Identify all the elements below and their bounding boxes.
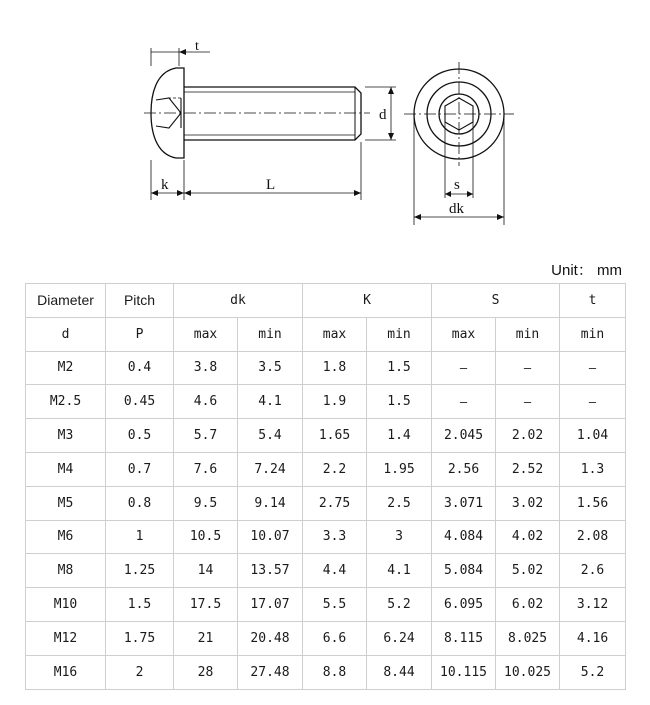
dimension-table — [25, 283, 626, 690]
label-s: s — [454, 177, 460, 193]
header-pitch: Pitch — [106, 284, 174, 318]
table-cell: 2.08 — [560, 520, 626, 554]
table-cell: M10 — [26, 588, 106, 622]
table-cell: 1.9 — [303, 385, 367, 419]
table-cell: 2.5 — [367, 486, 432, 520]
table-cell: – — [496, 385, 560, 419]
table-row — [26, 520, 626, 554]
table-row — [26, 621, 626, 655]
table-cell: 3.5 — [238, 351, 303, 385]
subheader-cell: d — [26, 317, 106, 351]
table-cell: 1 — [106, 520, 174, 554]
table-cell: 2 — [106, 655, 174, 689]
subheader-cell: min — [496, 317, 560, 351]
subheader-cell: min — [238, 317, 303, 351]
header-dk: dk — [174, 284, 303, 318]
table-cell: 10.07 — [238, 520, 303, 554]
table-cell: 2.56 — [432, 452, 496, 486]
table-cell: 2.75 — [303, 486, 367, 520]
table-cell: – — [432, 385, 496, 419]
table-cell: M2 — [26, 351, 106, 385]
table-cell: 10.115 — [432, 655, 496, 689]
table-cell: 0.8 — [106, 486, 174, 520]
table-cell: M5 — [26, 486, 106, 520]
table-cell: 0.45 — [106, 385, 174, 419]
table-row — [26, 385, 626, 419]
table-cell: 1.5 — [106, 588, 174, 622]
table-cell: 14 — [174, 554, 238, 588]
table-cell: 3.12 — [560, 588, 626, 622]
table-cell: 3.02 — [496, 486, 560, 520]
table-cell: – — [496, 351, 560, 385]
table-cell: M4 — [26, 452, 106, 486]
table-row — [26, 655, 626, 689]
table-cell: 0.4 — [106, 351, 174, 385]
header-t: t — [560, 284, 626, 318]
label-dk: dk — [449, 201, 464, 217]
table-cell: 17.07 — [238, 588, 303, 622]
subheader-cell: min — [367, 317, 432, 351]
table-cell: 2.6 — [560, 554, 626, 588]
table-cell: 2.045 — [432, 419, 496, 453]
table-cell: 8.44 — [367, 655, 432, 689]
table-cell: 3.071 — [432, 486, 496, 520]
table-cell: 4.02 — [496, 520, 560, 554]
table-cell: 4.16 — [560, 621, 626, 655]
table-cell: 4.1 — [367, 554, 432, 588]
table-cell: 4.084 — [432, 520, 496, 554]
table-cell: 1.04 — [560, 419, 626, 453]
screw-technical-drawing — [0, 0, 650, 250]
table-cell: 1.65 — [303, 419, 367, 453]
table-cell: 0.7 — [106, 452, 174, 486]
table-cell: M2.5 — [26, 385, 106, 419]
table-cell: 27.48 — [238, 655, 303, 689]
table-cell: 1.95 — [367, 452, 432, 486]
header-s: S — [432, 284, 560, 318]
table-cell: 7.6 — [174, 452, 238, 486]
table-cell: – — [560, 351, 626, 385]
header-diameter: Diameter — [26, 284, 106, 318]
table-row — [26, 452, 626, 486]
table-cell: M8 — [26, 554, 106, 588]
table-cell: – — [560, 385, 626, 419]
subheader-cell: min — [560, 317, 626, 351]
header-row-1 — [26, 284, 626, 318]
header-row-2 — [26, 317, 626, 351]
table-cell: 5.02 — [496, 554, 560, 588]
subheader-cell: max — [432, 317, 496, 351]
table-cell: 1.5 — [367, 351, 432, 385]
table-cell: 0.5 — [106, 419, 174, 453]
table-cell: 1.25 — [106, 554, 174, 588]
table-cell: 10.025 — [496, 655, 560, 689]
table-cell: 8.025 — [496, 621, 560, 655]
table-row — [26, 554, 626, 588]
table-cell: 8.115 — [432, 621, 496, 655]
table-row — [26, 588, 626, 622]
dimension-arrows — [151, 49, 394, 196]
table-cell: 1.75 — [106, 621, 174, 655]
subheader-cell: P — [106, 317, 174, 351]
table-row — [26, 486, 626, 520]
table-cell: 21 — [174, 621, 238, 655]
table-cell: 10.5 — [174, 520, 238, 554]
label-k: k — [161, 177, 169, 193]
table-cell: 1.3 — [560, 452, 626, 486]
header-k: K — [303, 284, 432, 318]
table-cell: 3 — [367, 520, 432, 554]
table-cell: 2.2 — [303, 452, 367, 486]
table-cell: 1.56 — [560, 486, 626, 520]
table-cell: 5.084 — [432, 554, 496, 588]
table-cell: 6.6 — [303, 621, 367, 655]
table-cell: 5.2 — [560, 655, 626, 689]
table-cell: 6.02 — [496, 588, 560, 622]
table-cell: 8.8 — [303, 655, 367, 689]
subheader-cell: max — [303, 317, 367, 351]
table-cell: M3 — [26, 419, 106, 453]
table-cell: 20.48 — [238, 621, 303, 655]
unit-label: Unit： mm — [551, 262, 622, 279]
table-cell: M6 — [26, 520, 106, 554]
table-cell: 9.5 — [174, 486, 238, 520]
table-cell: 4.6 — [174, 385, 238, 419]
table-cell: 6.095 — [432, 588, 496, 622]
table-cell: 3.8 — [174, 351, 238, 385]
table-row — [26, 419, 626, 453]
table-cell: – — [432, 351, 496, 385]
table-cell: 2.02 — [496, 419, 560, 453]
table-cell: 7.24 — [238, 452, 303, 486]
table-cell: 5.7 — [174, 419, 238, 453]
subheader-cell: max — [174, 317, 238, 351]
table-cell: 6.24 — [367, 621, 432, 655]
table-cell: 2.52 — [496, 452, 560, 486]
label-d: d — [379, 107, 387, 123]
table-cell: 17.5 — [174, 588, 238, 622]
table-cell: 5.5 — [303, 588, 367, 622]
table-cell: 5.2 — [367, 588, 432, 622]
table-cell: 3.3 — [303, 520, 367, 554]
table-body — [26, 351, 626, 689]
table-cell: M12 — [26, 621, 106, 655]
table-cell: M16 — [26, 655, 106, 689]
table-cell: 4.4 — [303, 554, 367, 588]
table-cell: 1.4 — [367, 419, 432, 453]
table-cell: 9.14 — [238, 486, 303, 520]
label-t: t — [195, 39, 199, 54]
table-row — [26, 351, 626, 385]
label-L: L — [266, 177, 276, 193]
table-cell: 28 — [174, 655, 238, 689]
table-cell: 1.8 — [303, 351, 367, 385]
table-cell: 4.1 — [238, 385, 303, 419]
table-cell: 13.57 — [238, 554, 303, 588]
table-cell: 5.4 — [238, 419, 303, 453]
table-cell: 1.5 — [367, 385, 432, 419]
